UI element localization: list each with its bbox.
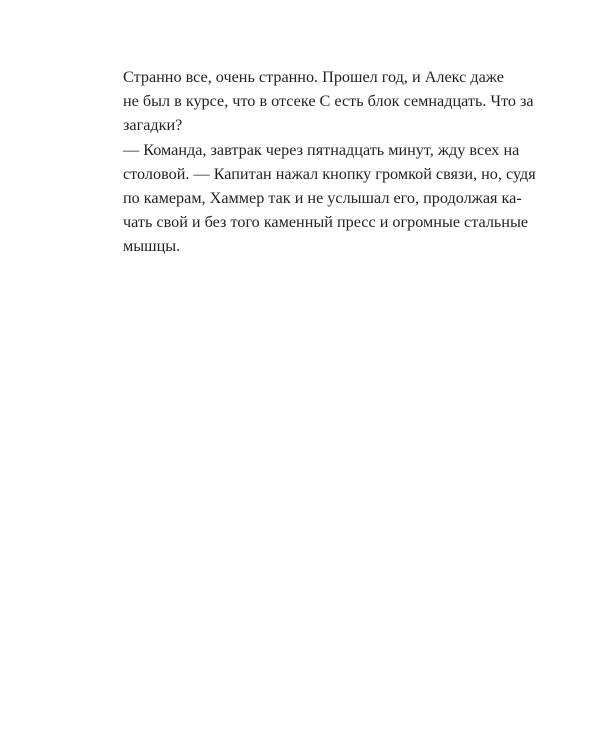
- text-line: — Команда, завтрак через пятнадцать минут, жду всех на: [123, 140, 520, 159]
- text-line: по камерам, Хаммер так и не услышал его, продолжая ка-: [123, 188, 522, 207]
- text-line: загадки?: [123, 116, 183, 135]
- text-line: не был в курсе, что в отсеке С есть блок семнадцать. Что за: [123, 92, 534, 111]
- text-line: Странно все, очень странно. Прошел год, и Алекс даже: [123, 68, 504, 86]
- body-text: [123, 65, 536, 259]
- text-line: мышцы.: [123, 237, 181, 256]
- paragraph-1: [123, 65, 534, 138]
- text-line: чать свой и без того каменный пресс и огромные стальные: [123, 213, 529, 232]
- paragraph-2: [123, 138, 536, 259]
- text-line: столовой. — Капитан нажал кнопку громкой связи, но, судя: [123, 164, 536, 183]
